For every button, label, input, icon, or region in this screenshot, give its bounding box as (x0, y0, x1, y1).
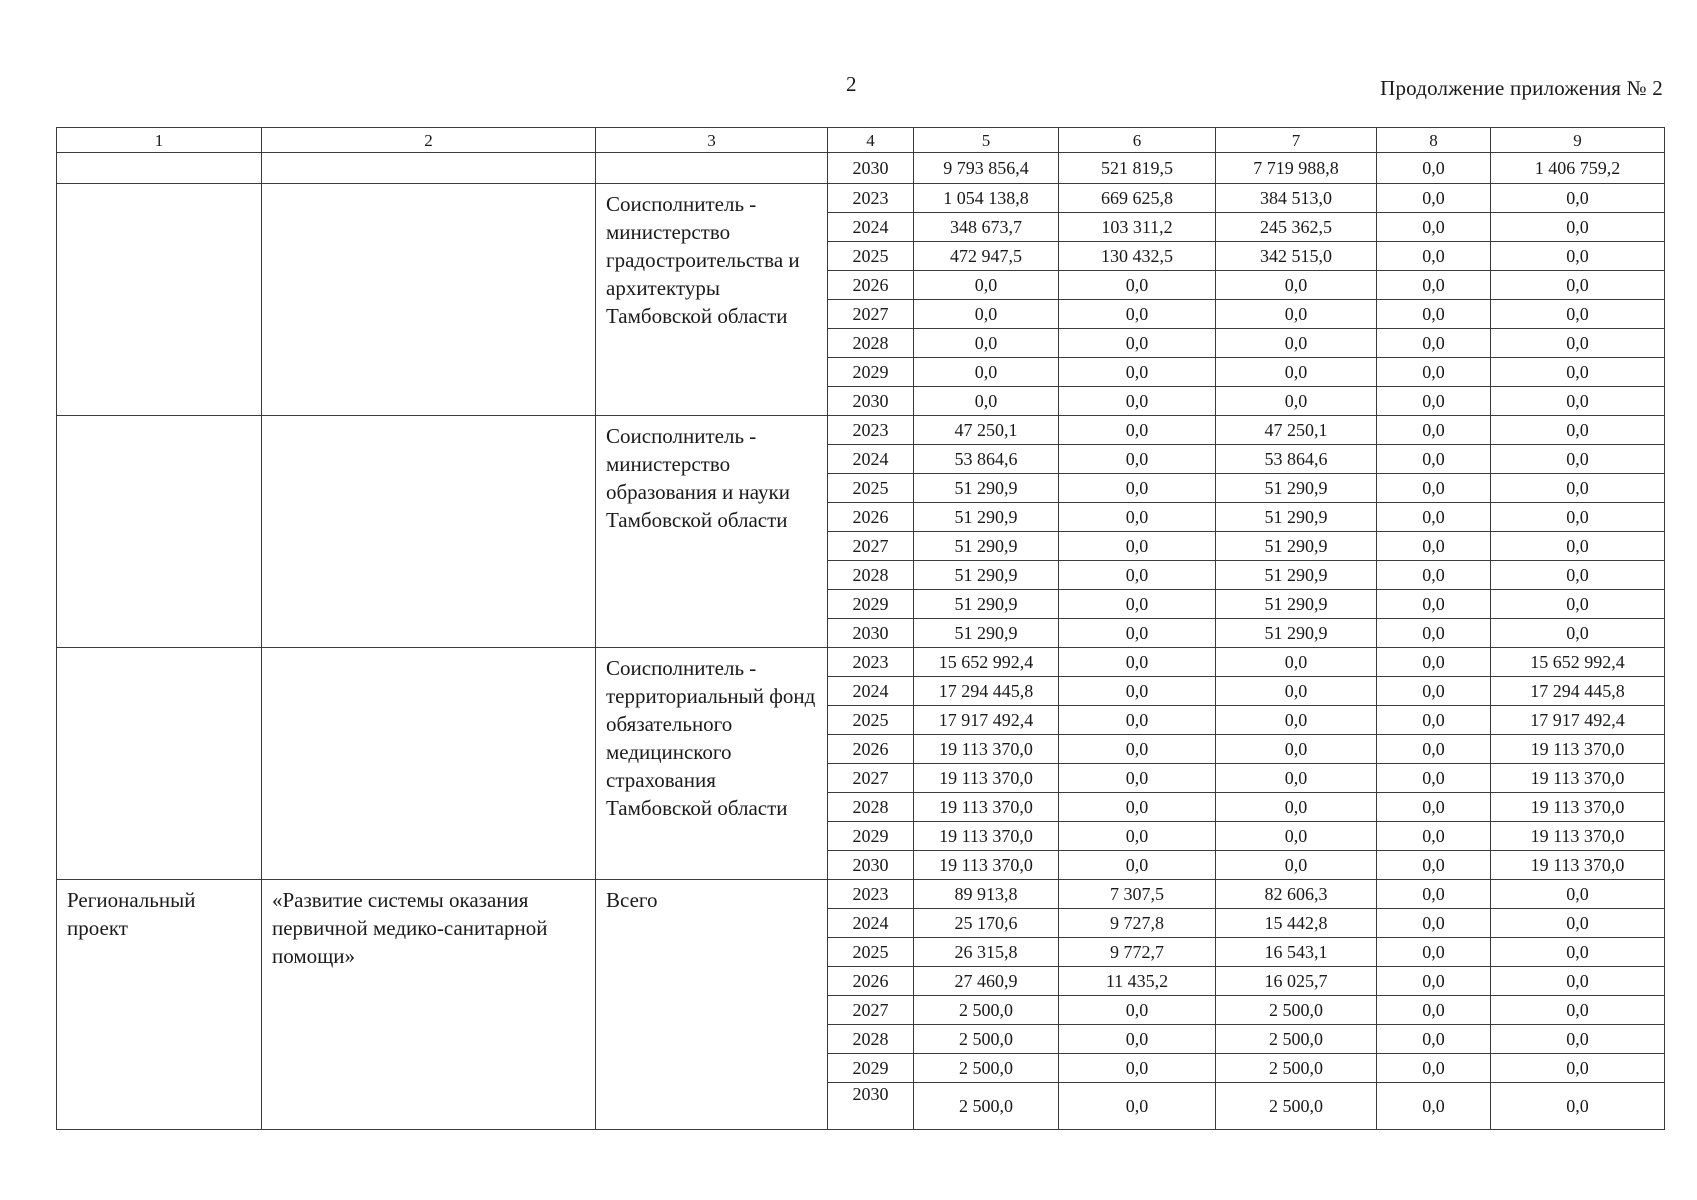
year-cell: 2024 (828, 213, 914, 242)
local-budget-cell: 0,0 (1377, 329, 1491, 358)
federal-budget-cell: 9 727,8 (1059, 909, 1216, 938)
year-cell: 2026 (828, 735, 914, 764)
federal-budget-cell: 11 435,2 (1059, 967, 1216, 996)
federal-budget-cell: 0,0 (1059, 1054, 1216, 1083)
regional-budget-cell: 2 500,0 (1216, 1083, 1377, 1130)
local-budget-cell: 0,0 (1377, 271, 1491, 300)
budget-table-body (57, 128, 1665, 1130)
row-type-cell (57, 153, 262, 184)
federal-budget-cell: 0,0 (1059, 532, 1216, 561)
year-cell: 2028 (828, 561, 914, 590)
other-sources-cell: 0,0 (1491, 300, 1665, 329)
column-number: 2 (262, 128, 596, 153)
total-cell: 19 113 370,0 (914, 764, 1059, 793)
regional-budget-cell: 2 500,0 (1216, 1054, 1377, 1083)
federal-budget-cell: 0,0 (1059, 793, 1216, 822)
local-budget-cell: 0,0 (1377, 153, 1491, 184)
year-cell: 2027 (828, 300, 914, 329)
regional-budget-cell: 16 543,1 (1216, 938, 1377, 967)
local-budget-cell: 0,0 (1377, 358, 1491, 387)
regional-budget-cell: 82 606,3 (1216, 880, 1377, 909)
federal-budget-cell: 0,0 (1059, 619, 1216, 648)
total-cell: 19 113 370,0 (914, 851, 1059, 880)
executor-cell: Соисполнитель - министерство образования и науки Тамбовской области (596, 416, 828, 648)
total-cell: 2 500,0 (914, 1054, 1059, 1083)
federal-budget-cell: 0,0 (1059, 271, 1216, 300)
regional-budget-cell: 2 500,0 (1216, 996, 1377, 1025)
total-cell: 9 793 856,4 (914, 153, 1059, 184)
total-cell: 51 290,9 (914, 474, 1059, 503)
year-cell: 2030 (828, 153, 914, 184)
other-sources-cell: 1 406 759,2 (1491, 153, 1665, 184)
other-sources-cell: 19 113 370,0 (1491, 851, 1665, 880)
local-budget-cell: 0,0 (1377, 532, 1491, 561)
row-type-cell: Региональный проект (57, 880, 262, 1130)
row-name-cell (262, 184, 596, 416)
year-cell: 2030 (828, 619, 914, 648)
column-number: 7 (1216, 128, 1377, 153)
total-cell: 89 913,8 (914, 880, 1059, 909)
table-row (57, 153, 1665, 184)
total-cell: 19 113 370,0 (914, 735, 1059, 764)
other-sources-cell: 0,0 (1491, 909, 1665, 938)
other-sources-cell: 0,0 (1491, 938, 1665, 967)
year-cell: 2023 (828, 648, 914, 677)
total-cell: 51 290,9 (914, 561, 1059, 590)
year-cell: 2026 (828, 967, 914, 996)
federal-budget-cell: 0,0 (1059, 735, 1216, 764)
federal-budget-cell: 103 311,2 (1059, 213, 1216, 242)
local-budget-cell: 0,0 (1377, 938, 1491, 967)
local-budget-cell: 0,0 (1377, 909, 1491, 938)
local-budget-cell: 0,0 (1377, 822, 1491, 851)
regional-budget-cell: 51 290,9 (1216, 561, 1377, 590)
total-cell: 2 500,0 (914, 996, 1059, 1025)
other-sources-cell: 0,0 (1491, 358, 1665, 387)
total-cell: 0,0 (914, 300, 1059, 329)
federal-budget-cell: 0,0 (1059, 445, 1216, 474)
other-sources-cell: 0,0 (1491, 590, 1665, 619)
local-budget-cell: 0,0 (1377, 996, 1491, 1025)
total-cell: 2 500,0 (914, 1025, 1059, 1054)
other-sources-cell: 0,0 (1491, 213, 1665, 242)
local-budget-cell: 0,0 (1377, 561, 1491, 590)
federal-budget-cell: 0,0 (1059, 416, 1216, 445)
year-cell: 2023 (828, 416, 914, 445)
local-budget-cell: 0,0 (1377, 619, 1491, 648)
year-cell: 2025 (828, 474, 914, 503)
federal-budget-cell: 0,0 (1059, 851, 1216, 880)
year-cell: 2025 (828, 706, 914, 735)
other-sources-cell: 0,0 (1491, 967, 1665, 996)
regional-budget-cell: 0,0 (1216, 793, 1377, 822)
total-cell: 472 947,5 (914, 242, 1059, 271)
local-budget-cell: 0,0 (1377, 851, 1491, 880)
year-cell: 2028 (828, 329, 914, 358)
other-sources-cell: 0,0 (1491, 1025, 1665, 1054)
local-budget-cell: 0,0 (1377, 445, 1491, 474)
local-budget-cell: 0,0 (1377, 503, 1491, 532)
federal-budget-cell: 0,0 (1059, 590, 1216, 619)
regional-budget-cell: 51 290,9 (1216, 503, 1377, 532)
regional-budget-cell: 384 513,0 (1216, 184, 1377, 213)
regional-budget-cell: 53 864,6 (1216, 445, 1377, 474)
column-number: 5 (914, 128, 1059, 153)
regional-budget-cell: 51 290,9 (1216, 532, 1377, 561)
column-number: 4 (828, 128, 914, 153)
other-sources-cell: 0,0 (1491, 329, 1665, 358)
other-sources-cell: 0,0 (1491, 996, 1665, 1025)
year-cell: 2024 (828, 677, 914, 706)
regional-budget-cell: 0,0 (1216, 764, 1377, 793)
regional-budget-cell: 0,0 (1216, 677, 1377, 706)
other-sources-cell: 0,0 (1491, 416, 1665, 445)
federal-budget-cell: 0,0 (1059, 996, 1216, 1025)
other-sources-cell: 0,0 (1491, 271, 1665, 300)
local-budget-cell: 0,0 (1377, 967, 1491, 996)
regional-budget-cell: 2 500,0 (1216, 1025, 1377, 1054)
local-budget-cell: 0,0 (1377, 793, 1491, 822)
regional-budget-cell: 51 290,9 (1216, 590, 1377, 619)
regional-budget-cell: 0,0 (1216, 329, 1377, 358)
total-cell: 27 460,9 (914, 967, 1059, 996)
federal-budget-cell: 0,0 (1059, 648, 1216, 677)
table-row (57, 880, 1665, 909)
executor-cell (596, 153, 828, 184)
local-budget-cell: 0,0 (1377, 300, 1491, 329)
total-cell: 1 054 138,8 (914, 184, 1059, 213)
year-cell: 2029 (828, 822, 914, 851)
regional-budget-cell: 7 719 988,8 (1216, 153, 1377, 184)
local-budget-cell: 0,0 (1377, 677, 1491, 706)
federal-budget-cell: 669 625,8 (1059, 184, 1216, 213)
other-sources-cell: 0,0 (1491, 242, 1665, 271)
total-cell: 17 294 445,8 (914, 677, 1059, 706)
other-sources-cell: 19 113 370,0 (1491, 764, 1665, 793)
other-sources-cell: 17 294 445,8 (1491, 677, 1665, 706)
total-cell: 53 864,6 (914, 445, 1059, 474)
column-number-row (57, 128, 1665, 153)
federal-budget-cell: 7 307,5 (1059, 880, 1216, 909)
federal-budget-cell: 9 772,7 (1059, 938, 1216, 967)
total-cell: 19 113 370,0 (914, 822, 1059, 851)
year-cell: 2023 (828, 880, 914, 909)
federal-budget-cell: 0,0 (1059, 300, 1216, 329)
local-budget-cell: 0,0 (1377, 1083, 1491, 1130)
total-cell: 19 113 370,0 (914, 793, 1059, 822)
federal-budget-cell: 0,0 (1059, 1025, 1216, 1054)
year-cell: 2027 (828, 996, 914, 1025)
year-cell: 2030 (828, 851, 914, 880)
local-budget-cell: 0,0 (1377, 242, 1491, 271)
regional-budget-cell: 0,0 (1216, 358, 1377, 387)
executor-cell: Соисполнитель - территориальный фонд обязательного медицинского страхования Тамбовской области (596, 648, 828, 880)
regional-budget-cell: 342 515,0 (1216, 242, 1377, 271)
regional-budget-cell: 0,0 (1216, 271, 1377, 300)
local-budget-cell: 0,0 (1377, 648, 1491, 677)
year-cell: 2024 (828, 445, 914, 474)
regional-budget-cell: 0,0 (1216, 706, 1377, 735)
federal-budget-cell: 0,0 (1059, 503, 1216, 532)
year-cell: 2027 (828, 764, 914, 793)
federal-budget-cell: 0,0 (1059, 561, 1216, 590)
local-budget-cell: 0,0 (1377, 706, 1491, 735)
year-cell: 2028 (828, 1025, 914, 1054)
regional-budget-cell: 47 250,1 (1216, 416, 1377, 445)
row-name-cell (262, 153, 596, 184)
year-cell: 2023 (828, 184, 914, 213)
total-cell: 51 290,9 (914, 619, 1059, 648)
local-budget-cell: 0,0 (1377, 1054, 1491, 1083)
other-sources-cell: 17 917 492,4 (1491, 706, 1665, 735)
regional-budget-cell: 0,0 (1216, 387, 1377, 416)
year-cell: 2029 (828, 590, 914, 619)
other-sources-cell: 0,0 (1491, 184, 1665, 213)
year-cell: 2030 (828, 387, 914, 416)
appendix-continuation-label: Продолжение приложения № 2 (1380, 76, 1663, 100)
local-budget-cell: 0,0 (1377, 590, 1491, 619)
total-cell: 25 170,6 (914, 909, 1059, 938)
local-budget-cell: 0,0 (1377, 416, 1491, 445)
page-number: 2 (846, 72, 857, 96)
other-sources-cell: 0,0 (1491, 474, 1665, 503)
other-sources-cell: 0,0 (1491, 1054, 1665, 1083)
other-sources-cell: 0,0 (1491, 532, 1665, 561)
local-budget-cell: 0,0 (1377, 474, 1491, 503)
total-cell: 15 652 992,4 (914, 648, 1059, 677)
regional-budget-cell: 0,0 (1216, 300, 1377, 329)
other-sources-cell: 0,0 (1491, 561, 1665, 590)
year-cell: 2029 (828, 358, 914, 387)
local-budget-cell: 0,0 (1377, 387, 1491, 416)
federal-budget-cell: 0,0 (1059, 706, 1216, 735)
federal-budget-cell: 0,0 (1059, 764, 1216, 793)
total-cell: 0,0 (914, 329, 1059, 358)
federal-budget-cell: 0,0 (1059, 822, 1216, 851)
other-sources-cell: 0,0 (1491, 619, 1665, 648)
column-number: 1 (57, 128, 262, 153)
other-sources-cell: 15 652 992,4 (1491, 648, 1665, 677)
federal-budget-cell: 521 819,5 (1059, 153, 1216, 184)
year-cell: 2030 (828, 1083, 914, 1130)
year-cell: 2024 (828, 909, 914, 938)
year-cell: 2027 (828, 532, 914, 561)
federal-budget-cell: 0,0 (1059, 474, 1216, 503)
other-sources-cell: 19 113 370,0 (1491, 822, 1665, 851)
other-sources-cell: 19 113 370,0 (1491, 793, 1665, 822)
row-name-cell (262, 648, 596, 880)
total-cell: 0,0 (914, 358, 1059, 387)
other-sources-cell: 0,0 (1491, 880, 1665, 909)
other-sources-cell: 0,0 (1491, 1083, 1665, 1130)
total-cell: 26 315,8 (914, 938, 1059, 967)
total-cell: 51 290,9 (914, 532, 1059, 561)
row-type-cell (57, 184, 262, 416)
regional-budget-cell: 0,0 (1216, 648, 1377, 677)
local-budget-cell: 0,0 (1377, 880, 1491, 909)
other-sources-cell: 0,0 (1491, 387, 1665, 416)
federal-budget-cell: 0,0 (1059, 358, 1216, 387)
table-row (57, 416, 1665, 445)
total-cell: 47 250,1 (914, 416, 1059, 445)
executor-cell: Всего (596, 880, 828, 1130)
table-row (57, 648, 1665, 677)
row-type-cell (57, 416, 262, 648)
regional-budget-cell: 0,0 (1216, 735, 1377, 764)
total-cell: 17 917 492,4 (914, 706, 1059, 735)
other-sources-cell: 0,0 (1491, 503, 1665, 532)
total-cell: 0,0 (914, 271, 1059, 300)
other-sources-cell: 0,0 (1491, 445, 1665, 474)
year-cell: 2026 (828, 271, 914, 300)
year-cell: 2028 (828, 793, 914, 822)
regional-budget-cell: 15 442,8 (1216, 909, 1377, 938)
year-cell: 2025 (828, 938, 914, 967)
regional-budget-cell: 245 362,5 (1216, 213, 1377, 242)
other-sources-cell: 19 113 370,0 (1491, 735, 1665, 764)
column-number: 6 (1059, 128, 1216, 153)
regional-budget-cell: 51 290,9 (1216, 619, 1377, 648)
table-row (57, 184, 1665, 213)
total-cell: 348 673,7 (914, 213, 1059, 242)
total-cell: 51 290,9 (914, 503, 1059, 532)
regional-budget-cell: 0,0 (1216, 851, 1377, 880)
executor-cell: Соисполнитель - министерство градостроительства и архитектуры Тамбовской области (596, 184, 828, 416)
local-budget-cell: 0,0 (1377, 184, 1491, 213)
row-type-cell (57, 648, 262, 880)
total-cell: 2 500,0 (914, 1083, 1059, 1130)
regional-budget-cell: 0,0 (1216, 822, 1377, 851)
row-name-cell (262, 416, 596, 648)
local-budget-cell: 0,0 (1377, 1025, 1491, 1054)
federal-budget-cell: 130 432,5 (1059, 242, 1216, 271)
federal-budget-cell: 0,0 (1059, 387, 1216, 416)
local-budget-cell: 0,0 (1377, 764, 1491, 793)
regional-budget-cell: 16 025,7 (1216, 967, 1377, 996)
column-number: 3 (596, 128, 828, 153)
regional-budget-cell: 51 290,9 (1216, 474, 1377, 503)
local-budget-cell: 0,0 (1377, 735, 1491, 764)
budget-table (56, 127, 1665, 1130)
column-number: 9 (1491, 128, 1665, 153)
federal-budget-cell: 0,0 (1059, 1083, 1216, 1130)
local-budget-cell: 0,0 (1377, 213, 1491, 242)
year-cell: 2026 (828, 503, 914, 532)
year-cell: 2029 (828, 1054, 914, 1083)
total-cell: 51 290,9 (914, 590, 1059, 619)
federal-budget-cell: 0,0 (1059, 329, 1216, 358)
federal-budget-cell: 0,0 (1059, 677, 1216, 706)
year-cell: 2025 (828, 242, 914, 271)
total-cell: 0,0 (914, 387, 1059, 416)
column-number: 8 (1377, 128, 1491, 153)
row-name-cell: «Развитие системы оказания первичной медико-санитарной помощи» (262, 880, 596, 1130)
